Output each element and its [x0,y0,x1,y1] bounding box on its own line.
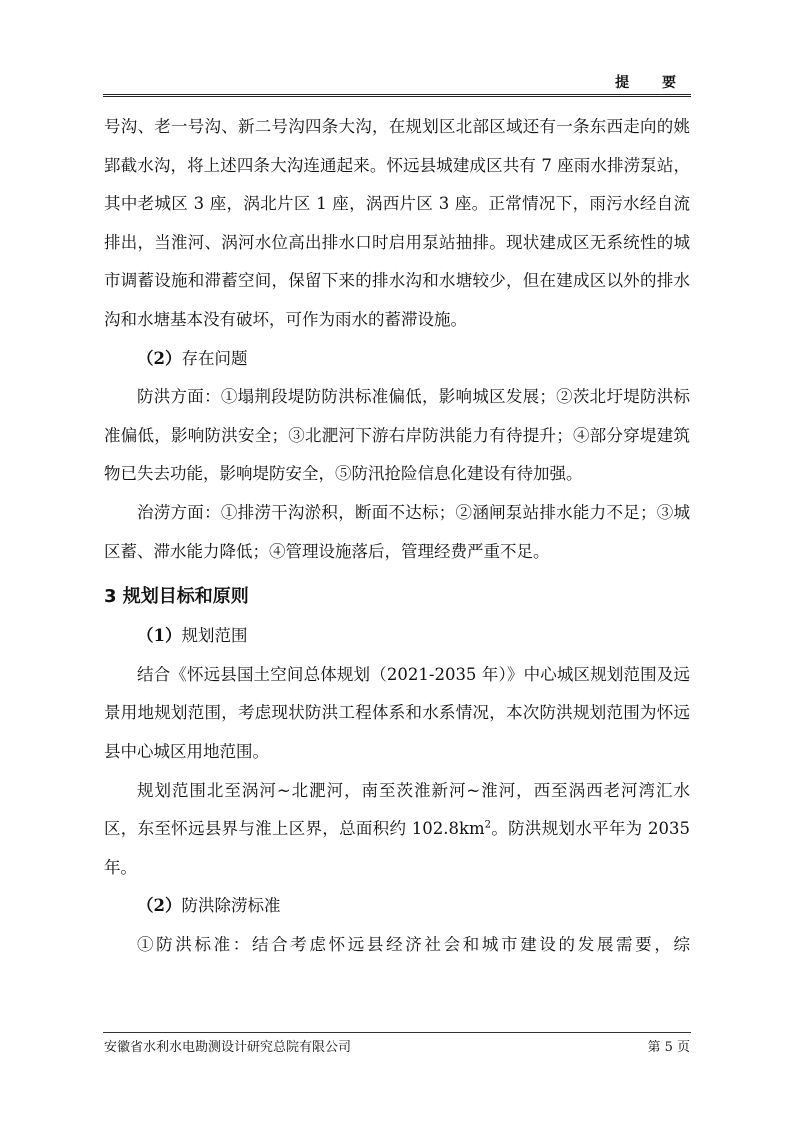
scope-extent-text: 规划范围北至涡河~北淝河，南至茨淮新河~淮河，西至涡西老河湾汇水区，东至怀远县界与淮上区界，总面积约 102.8km [104,780,690,839]
subhead-number: （2） [137,348,182,368]
paragraph-drainage-issues: 治涝方面：①排涝干沟淤积，断面不达标；②涵闸泵站排水能力不足；③城区蓄、滞水能力降低；④管理设施落后，管理经费严重不足。 [104,502,690,561]
subhead-planning-scope [104,617,690,656]
paragraph-flood-control-issues: 防洪方面：①塌荆段堤防防洪标准偏低，影响城区发展；②茨北圩堤防洪标准偏低，影响防洪安全；③北淝河下游右岸防洪能力有待提升；④部分穿堤建筑物已失去功能，影响堤防安全，⑤防汛抢险信息化建设有待加强。 [104,387,690,484]
paragraph-scope-extent [104,772,690,888]
header-rule [103,94,691,97]
subhead-flood-standards [104,887,690,926]
footer-rule [103,1032,691,1033]
scope-extent-text-end: 。防洪规划水平年为 2035 年。 [104,819,690,877]
subhead-text: 规划范围 [181,626,248,646]
subhead-text: 存在问题 [181,348,248,368]
subhead-number: （1） [137,626,182,646]
section-title-planning-goals: 3 规划目标和原则 [104,586,249,608]
paragraph-scope-definition: 结合《怀远县国土空间总体规划（2021-2035 年）》中心城区规划范围及远景用地规划范围，考虑现状防洪工程体系和水系情况，本次防洪规划范围为怀远县中心城区用地范围。 [104,664,690,761]
subhead-number: （2） [137,896,182,916]
subhead-text: 防洪除涝标准 [181,896,281,916]
page-header-label: 提 要 [615,75,690,91]
footer-page-number: 第 5 页 [647,1040,690,1055]
paragraph-flood-standard: ①防洪标准：结合考虑怀远县经济社会和城市建设的发展需要，综 [137,934,690,954]
paragraph-drainage-status: 号沟、老一号沟、新二号沟四条大沟，在规划区北部区域还有一条东西走向的姚郢截水沟，将上述四条大沟连通起来。怀远县城建成区共有 7 座雨水排涝泵站，其中老城区 3 座，涡北片区 1 座，涡西片区 3 座。正常情况下，雨污水经自流排出，当淮河、涡河水位高出排水口时启用泵站抽排。现状建成区无系统性的城市调蓄设施和滞蓄空间，保留下来的排水沟和水塘较少，但在建成区以外的排水沟和水塘基本没有破坏，可作为雨水的蓄滞设施。 [104,117,690,329]
superscript-2: 2 [484,819,492,831]
page-content [104,108,690,964]
footer-organization: 安徽省水利水电勘测设计研究总院有限公司 [104,1040,352,1055]
subhead-existing-problems [104,340,690,379]
